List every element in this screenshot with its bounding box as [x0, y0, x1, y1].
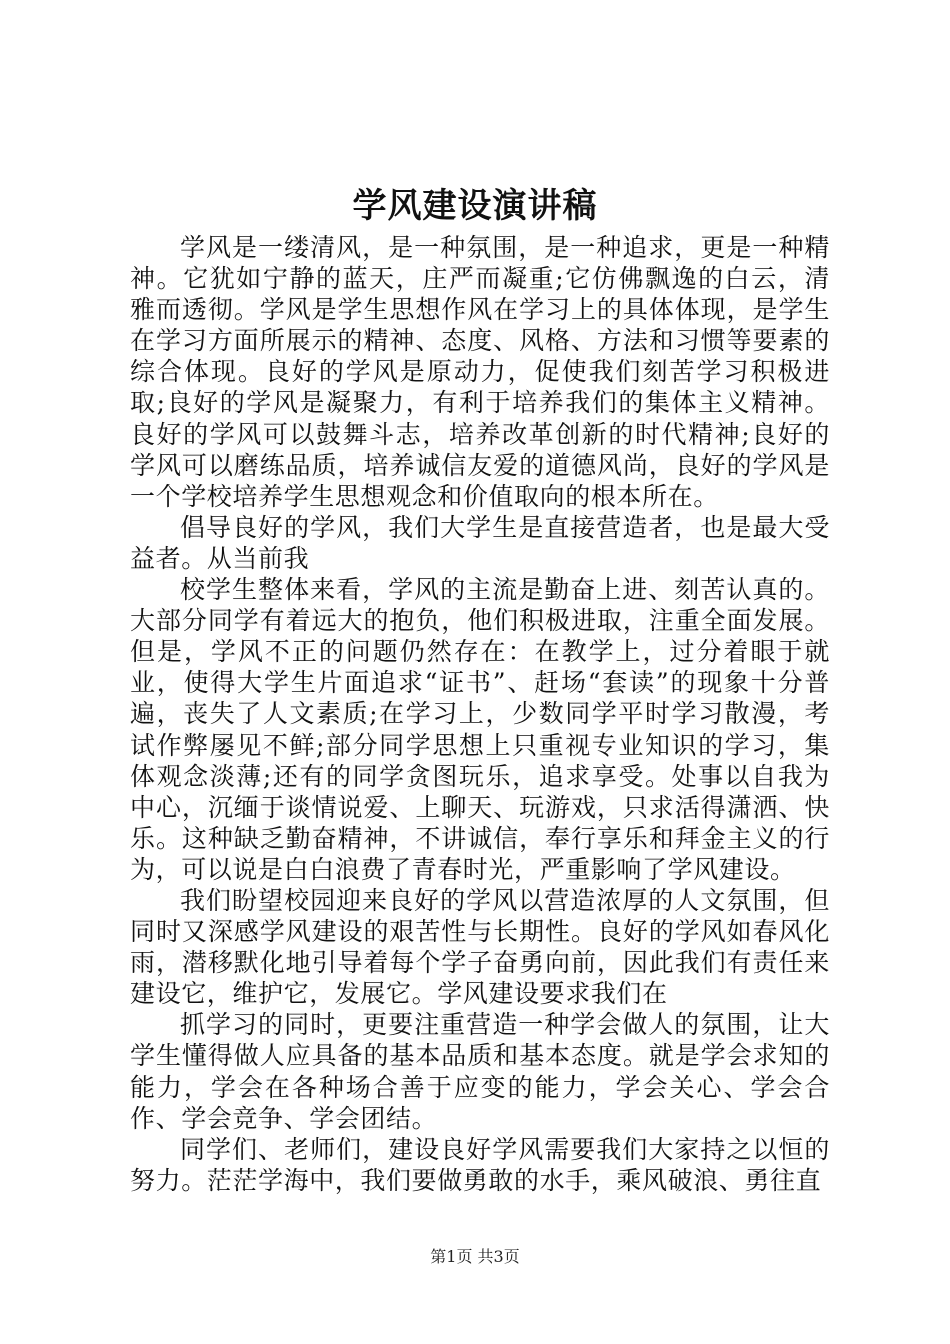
paragraph-6: 同学们、老师们，建设良好学风需要我们大家持之以恒的努力。茫茫学海中，我们要做勇敢的水手，乘风破浪、勇往直 — [130, 1134, 830, 1195]
paragraph-3: 校学生整体来看，学风的主流是勤奋上进、刻苦认真的。大部分同学有着远大的抱负，他们积极进取，注重全面发展。但是，学风不正的问题仍然存在：在教学上，过分着眼于就业，使得大学生片面追求“证书”、赶场“套读”的现象十分普遍，丧失了人文素质;在学习上，少数同学平时学习散漫，考试作弊屡见不鲜;部分同学思想上只重视专业知识的学习，集体观念淡薄;还有的同学贪图玩乐，追求享受。处事以自我为中心，沉缅于谈情说爱、上聊天、玩游戏，只求活得潇洒、快乐。这种缺乏勤奋精神，不讲诚信，奉行享乐和拜金主义的行为，可以说是白白浪费了青春时光，严重影响了学风建设。 — [130, 575, 830, 884]
document-body — [130, 232, 830, 1196]
paragraph-1: 学风是一缕清风，是一种氛围，是一种追求，更是一种精神。它犹如宁静的蓝天，庄严而凝重;它仿佛飘逸的白云，清雅而透彻。学风是学生思想作风在学习上的具体体现，是学生在学习方面所展示的精神、态度、风格、方法和习惯等要素的综合体现。良好的学风是原动力，促使我们刻苦学习积极进取;良好的学风是凝聚力，有利于培养我们的集体主义精神。良好的学风可以鼓舞斗志，培养改革创新的时代精神;良好的学风可以磨练品质，培养诚信友爱的道德风尚，良好的学风是一个学校培养学生思想观念和价值取向的根本所在。 — [130, 233, 830, 511]
paragraph-2: 倡导良好的学风，我们大学生是直接营造者，也是最大受益者。从当前我 — [130, 512, 830, 573]
document-title: 学风建设演讲稿 — [352, 186, 598, 226]
paragraph-4: 我们盼望校园迎来良好的学风以营造浓厚的人文氛围，但同时又深感学风建设的艰苦性与长期性。良好的学风如春风化雨，潜移默化地引导着每个学子奋勇向前，因此我们有责任来建设它，维护它，发展它。学风建设要求我们在 — [130, 885, 830, 1009]
paragraph-5: 抓学习的同时，更要注重营造一种学会做人的氛围，让大学生懂得做人应具备的基本品质和基本态度。就是学会求知的能力，学会在各种场合善于应变的能力，学会关心、学会合作、学会竞争、学会团结。 — [130, 1010, 830, 1133]
page-number-footer: 第1页 共3页 — [430, 1247, 520, 1266]
